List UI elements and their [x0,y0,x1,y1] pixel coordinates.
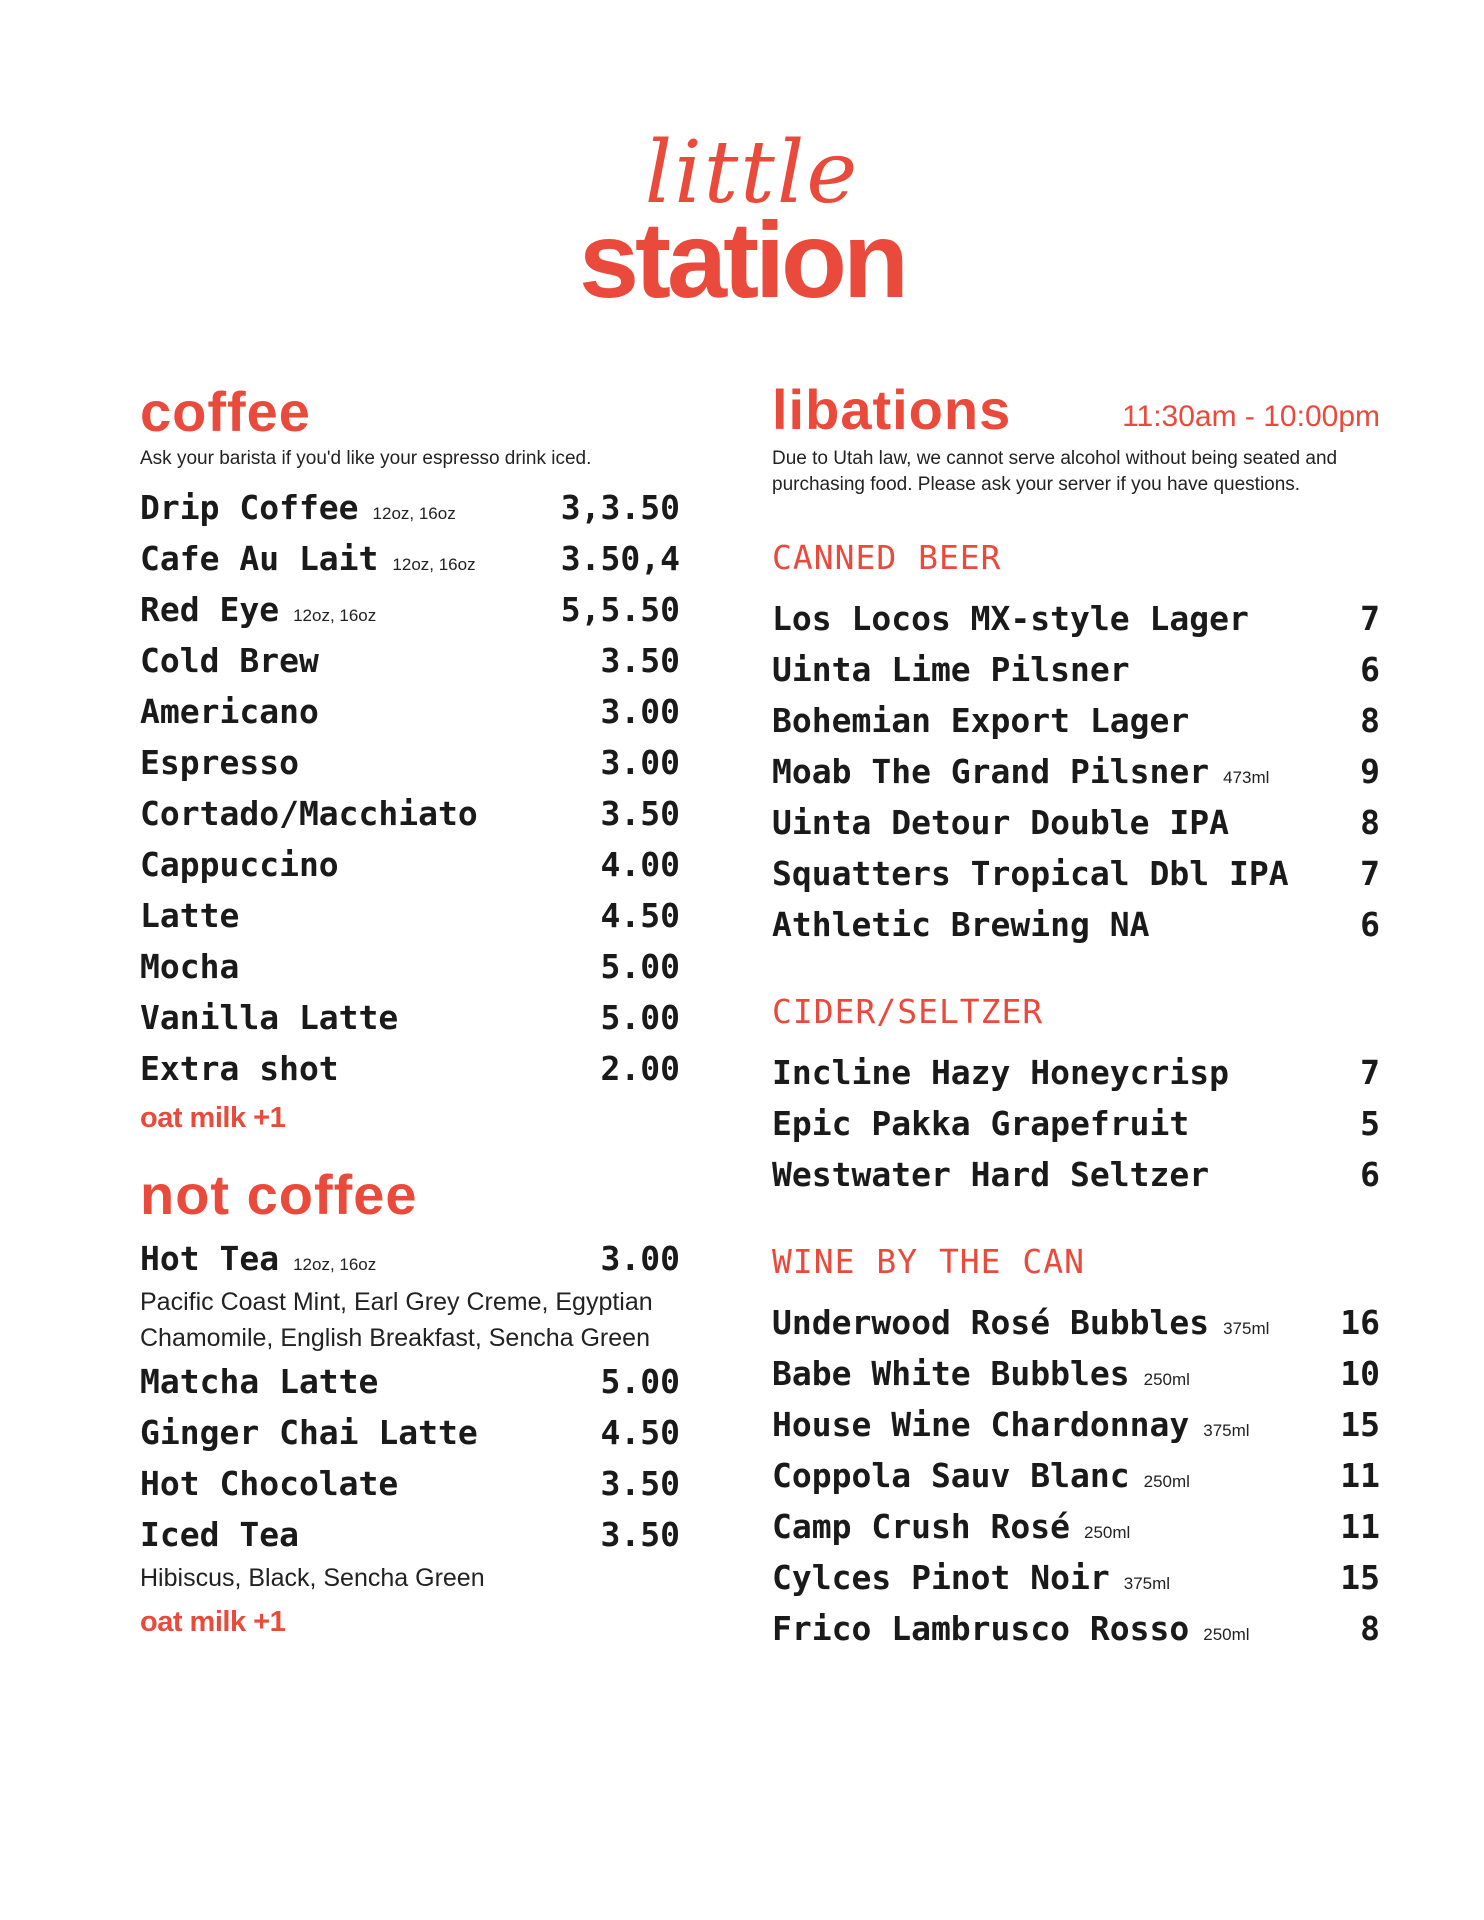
category-canned-beer: CANNED BEER [772,538,1002,577]
menu-item [140,743,680,794]
menu-item [772,905,1380,956]
item-name: Ginger Chai Latte [140,1413,478,1452]
item-size: 375ml [1223,1319,1270,1338]
item-price: 5,5.50 [560,590,680,629]
canned-beer-list [772,599,1380,956]
oat-milk-note: oat milk +1 [140,1102,286,1134]
menu-item [772,1155,1380,1206]
item-name: Underwood Rosé Bubbles [772,1303,1210,1342]
item-price: 11 [1340,1456,1380,1495]
item-price: 8 [1360,1609,1380,1648]
item-size: 250ml [1203,1625,1250,1644]
left-column [140,382,680,1639]
menu-item [772,1558,1380,1609]
menu-item [772,1104,1380,1155]
item-name: Babe White Bubbles [772,1354,1130,1393]
item-name: Cortado/Macchiato [140,794,478,833]
item-price: 3.00 [600,692,680,731]
item-price: 5.00 [600,947,680,986]
item-size: 12oz, 16oz [293,1255,377,1274]
item-name: Vanilla Latte [140,998,399,1037]
menu-item [140,1413,680,1464]
item-price: 8 [1360,803,1380,842]
menu-item [772,701,1380,752]
oat-milk-note: oat milk +1 [140,1606,286,1638]
item-price: 9 [1360,752,1380,791]
item-name: Cold Brew [140,641,319,680]
item-name: Uinta Detour Double IPA [772,803,1229,842]
item-name: Moab The Grand Pilsner [772,752,1210,791]
item-name: Frico Lambrusco Rosso [772,1609,1190,1648]
right-column [772,380,1380,1660]
menu-item [140,539,680,590]
item-price: 7 [1360,854,1380,893]
item-price: 7 [1360,599,1380,638]
menu-item [140,947,680,998]
item-name: Uinta Lime Pilsner [772,650,1130,689]
item-name: Incline Hazy Honeycrisp [772,1053,1229,1092]
item-price: 6 [1360,1155,1380,1194]
menu-item [140,845,680,896]
menu-item [140,641,680,692]
item-price: 5.00 [600,1362,680,1401]
item-price: 4.50 [600,1413,680,1452]
item-name: Matcha Latte [140,1362,379,1401]
menu-item [772,650,1380,701]
libations-title: libations [772,378,1012,441]
item-name: Extra shot [140,1049,339,1088]
category-wine-by-the-can: WINE BY THE CAN [772,1242,1086,1281]
item-size: 12oz, 16oz [392,555,476,574]
item-size: 250ml [1143,1370,1190,1389]
item-price: 15 [1340,1405,1380,1444]
item-price: 3.50 [600,1515,680,1554]
item-name: Bohemian Export Lager [772,701,1190,740]
item-name: House Wine Chardonnay [772,1405,1190,1444]
item-price: 3.50 [600,794,680,833]
menu-item [772,1053,1380,1104]
item-price: 10 [1340,1354,1380,1393]
libations-note: Due to Utah law, we cannot serve alcohol without being seated and purchasing food. Please ask your server if you have questions. [772,448,1338,495]
item-price: 11 [1340,1507,1380,1546]
menu-item [772,752,1380,803]
coffee-list [140,488,680,1100]
item-name: Cappuccino [140,845,339,884]
item-name: Squatters Tropical Dbl IPA [772,854,1289,893]
menu-item [140,1464,680,1515]
item-name: Mocha [140,947,240,986]
item-size: 250ml [1084,1523,1131,1542]
item-name: Camp Crush Rosé [772,1507,1071,1546]
item-name: Drip Coffee [140,488,359,527]
menu-item [772,1507,1380,1558]
item-price: 15 [1340,1558,1380,1597]
item-size: 375ml [1123,1574,1171,1593]
libations-hours: 11:30am - 10:00pm [1122,400,1380,433]
wine-list [772,1303,1380,1660]
menu-item [772,599,1380,650]
item-price: 3.50 [600,641,680,680]
coffee-title: coffee [140,380,311,443]
menu-item [772,1456,1380,1507]
item-price: 3.50 [600,1464,680,1503]
menu-item [772,803,1380,854]
item-name: Cafe Au Lait [140,539,379,578]
item-price: 3,3.50 [560,488,680,527]
menu-item [140,692,680,743]
item-price: 4.50 [600,896,680,935]
menu-item [772,1405,1380,1456]
item-price: 4.00 [600,845,680,884]
logo-little: little [644,123,860,223]
logo-station: station [578,199,905,320]
item-price: 2.00 [600,1049,680,1088]
item-size: 12oz, 16oz [372,504,456,523]
menu-item [772,1303,1380,1354]
item-name: Iced Tea [140,1515,299,1554]
menu-item [140,1362,680,1413]
item-name: Coppola Sauv Blanc [772,1456,1130,1495]
not-coffee-title: not coffee [140,1163,418,1226]
menu-item [140,590,680,641]
menu-item [140,1515,680,1566]
item-size: 12oz, 16oz [293,606,377,625]
item-price: 7 [1360,1053,1380,1092]
item-name: Americano [140,692,319,731]
not-coffee-list [140,1239,680,1596]
menu-item [140,896,680,947]
item-size: 250ml [1143,1472,1190,1491]
item-price: 3.00 [600,1239,680,1278]
item-name: Athletic Brewing NA [772,905,1150,944]
item-name: Hot Tea [140,1239,280,1278]
item-price: 16 [1340,1303,1380,1342]
item-size: 375ml [1203,1421,1250,1440]
item-price: 6 [1360,650,1380,689]
cider-seltzer-list [772,1053,1380,1206]
menu-item [772,1354,1380,1405]
menu-item [140,488,680,539]
item-price: 5.00 [600,998,680,1037]
item-name: Espresso [140,743,299,782]
item-name: Latte [140,896,240,935]
item-price: 8 [1360,701,1380,740]
menu-item [140,794,680,845]
item-name: Westwater Hard Seltzer [772,1155,1210,1194]
menu-item [140,998,680,1049]
menu-item [140,1049,680,1100]
item-name: Hot Chocolate [140,1464,399,1503]
item-price: 3.50,4 [560,539,680,578]
item-name: Epic Pakka Grapefruit [772,1104,1190,1143]
item-price: 6 [1360,905,1380,944]
menu-item [772,1609,1380,1660]
item-name: Los Locos MX-style Lager [772,599,1249,638]
item-size: 473ml [1223,768,1270,787]
item-description: Hibiscus, Black, Sencha Green [140,1564,485,1592]
item-name: Red Eye [140,590,280,629]
logo [0,123,1484,320]
category-cider-seltzer: CIDER/SELTZER [772,992,1044,1031]
item-name: Cylces Pinot Noir [772,1558,1110,1597]
item-price: 5 [1360,1104,1380,1143]
menu-item [772,854,1380,905]
item-description: Pacific Coast Mint, Earl Grey Creme, Egyptian Chamomile, English Breakfast, Sencha Green [140,1288,653,1352]
coffee-note: Ask your barista if you'd like your espresso drink iced. [140,448,592,469]
menu-item [140,1239,680,1290]
item-price: 3.00 [600,743,680,782]
